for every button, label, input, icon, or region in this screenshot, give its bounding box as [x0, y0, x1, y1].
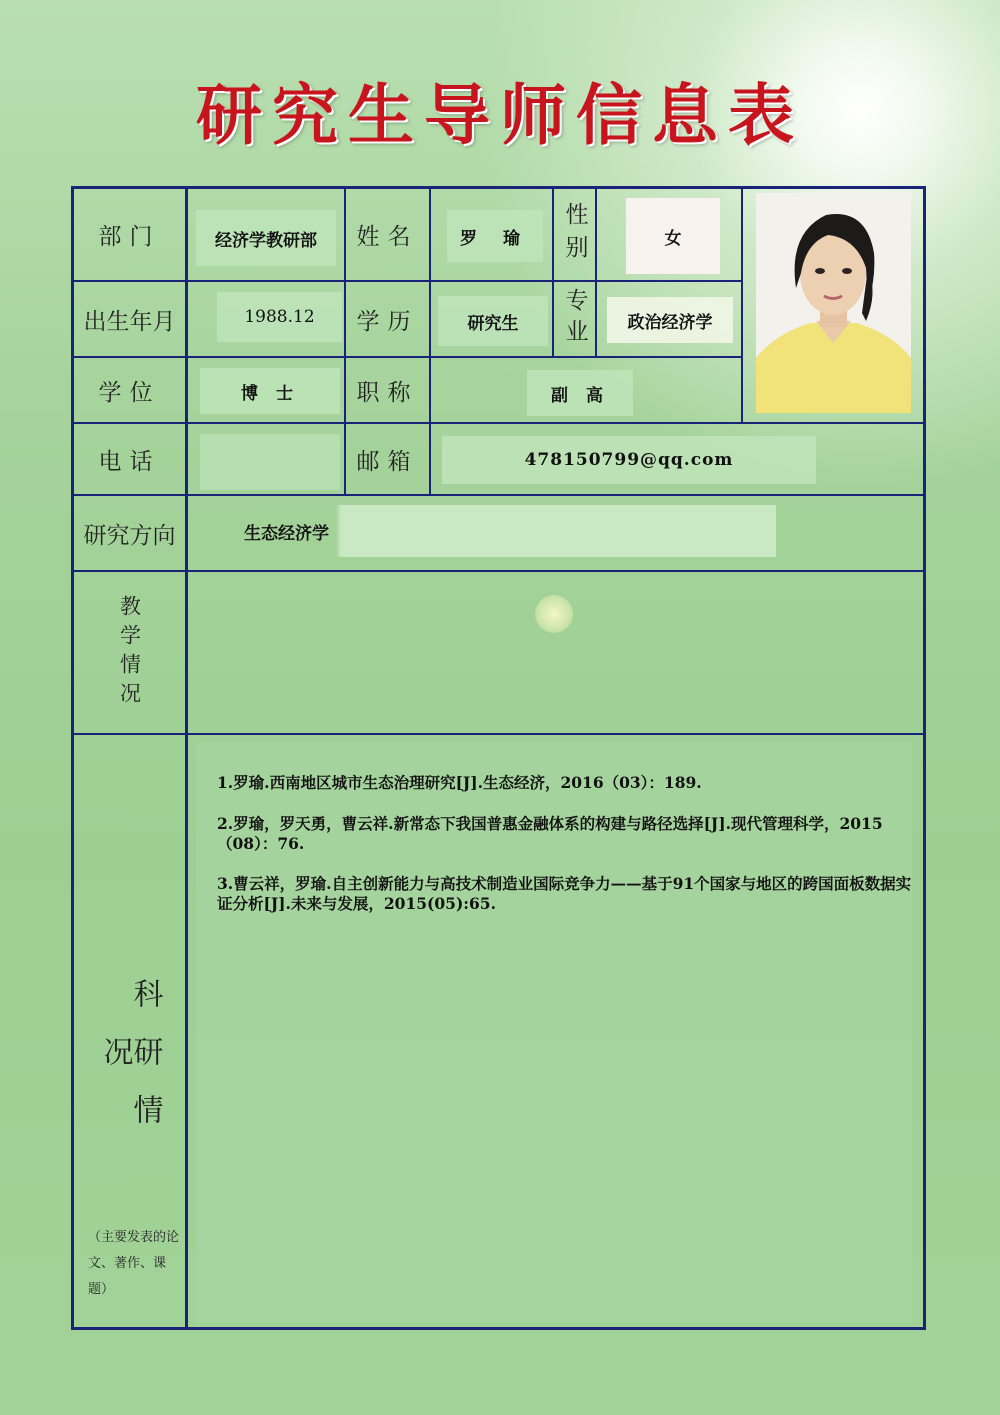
publication-item-1: 1.罗瑜.西南地区城市生态治理研究[J].生态经济，2016（03）：189. — [217, 773, 702, 792]
label-major-text: 专业 — [561, 288, 588, 350]
value-education: 研究生 — [438, 296, 548, 346]
label-teaching — [74, 572, 185, 733]
portrait-image — [756, 193, 911, 413]
label-title-rank: 职称 — [356, 379, 419, 406]
value-name: 罗 瑜 — [447, 210, 543, 262]
page-title: 研究生导师信息表 — [196, 77, 804, 154]
value-gender: 女 — [626, 198, 720, 274]
label-birth: 出生年月 — [83, 308, 176, 335]
value-major: 政治经济学 — [607, 297, 733, 343]
publication-item-3: 3.曹云祥，罗瑜.自主创新能力与高技术制造业国际竞争力——基于91个国家与地区的跨国面板数据实证分析[J].未来与发展，2015(05):65. — [217, 874, 912, 913]
label-teaching-text: 教学情况 — [117, 594, 142, 711]
label-research: 研究方向 — [83, 522, 176, 549]
label-phone: 电话 — [98, 448, 161, 475]
value-teaching — [188, 572, 923, 733]
label-email: 邮箱 — [356, 448, 419, 475]
label-degree: 学位 — [98, 379, 161, 406]
label-department: 部门 — [98, 224, 161, 250]
label-scientific-text: 科研情况 — [97, 978, 163, 1152]
label-gender-text: 性别 — [561, 201, 588, 268]
value-birth: 1988.12 — [217, 292, 342, 342]
label-scientific-note: （主要发表的论文、著作、课题） — [88, 1230, 180, 1297]
portrait-photo — [756, 193, 911, 413]
value-department: 经济学教研部 — [196, 210, 336, 266]
value-degree: 博 士 — [200, 368, 340, 414]
value-email: 478150799@qq.com — [442, 436, 816, 484]
label-education: 学历 — [356, 308, 419, 335]
label-name: 姓名 — [356, 224, 419, 250]
value-research: 生态经济学 — [196, 505, 776, 557]
value-phone — [200, 434, 340, 490]
publication-item-2: 2.罗瑜，罗天勇，曹云祥.新常态下我国普惠金融体系的构建与路径选择[J].现代管理科学，2015（08）：76. — [217, 814, 883, 853]
label-major — [554, 282, 595, 356]
label-scientific — [74, 950, 185, 1180]
label-gender — [554, 189, 595, 280]
value-title-rank: 副 高 — [527, 370, 633, 416]
